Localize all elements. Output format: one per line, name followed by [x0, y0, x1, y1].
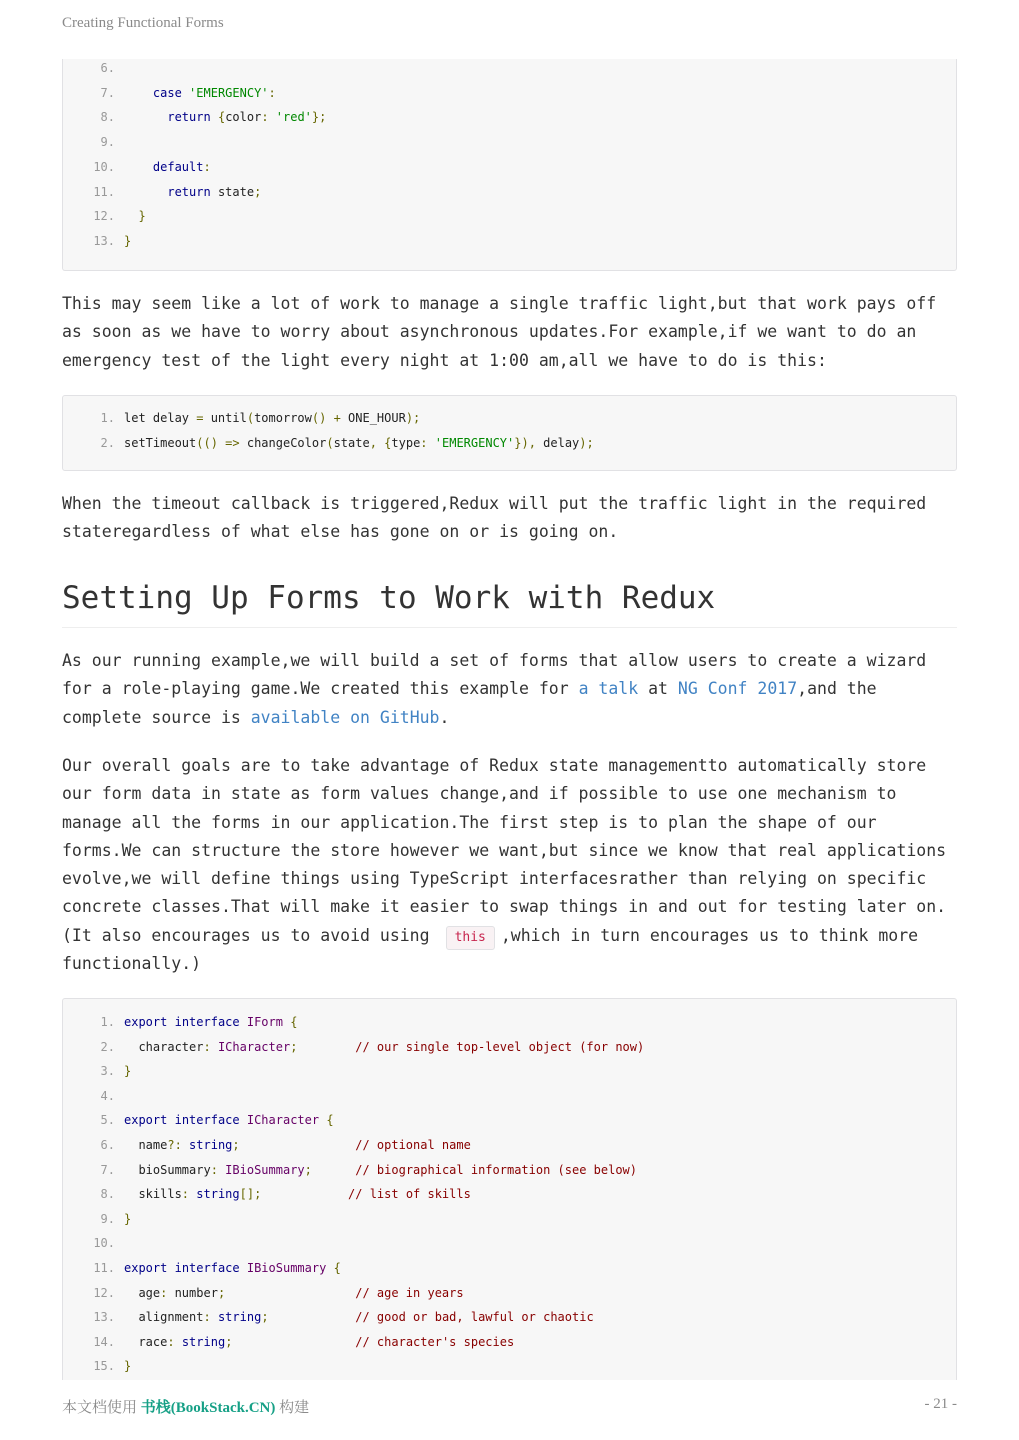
code-text: [124, 108, 326, 126]
line-number: 6.: [100, 61, 115, 75]
code-token: }: [124, 1359, 132, 1374]
code-token: +: [333, 411, 341, 425]
code-token: // our single top-level object (for now): [355, 1039, 645, 1054]
code-token: [428, 436, 435, 450]
code-token: {: [333, 1261, 341, 1275]
line-number: 9.: [100, 135, 115, 150]
line-number: 13.: [93, 1310, 115, 1325]
code-token: skills: [124, 1187, 182, 1202]
code-token: );: [405, 411, 421, 425]
code-token: age: [124, 1285, 161, 1300]
code-token: ;: [225, 1334, 233, 1349]
code-text: [124, 1038, 644, 1056]
code-token: state: [210, 184, 255, 199]
line-number: 11.: [93, 1261, 115, 1275]
code-token: ;: [217, 1285, 226, 1300]
code-text: [124, 434, 594, 452]
code-token: interface: [174, 1113, 240, 1128]
code-token: [269, 1310, 356, 1324]
code-token: {: [326, 1113, 334, 1128]
line-number: 9.: [100, 1211, 115, 1226]
code-token: }: [138, 209, 146, 224]
code-token: );: [579, 435, 594, 450]
code-token: :: [167, 1334, 175, 1349]
code-token: [175, 1335, 182, 1349]
line-number: 15.: [93, 1359, 115, 1374]
code-text: [124, 1013, 297, 1031]
code-token: ;: [254, 184, 262, 199]
code-token: :: [261, 110, 269, 125]
code-token: 'red': [275, 110, 312, 125]
code-token: // optional name: [355, 1138, 471, 1152]
code-token: }: [124, 1211, 132, 1226]
footer-credit: [62, 1396, 309, 1417]
footer-suffix: 构建: [275, 1400, 310, 1416]
paragraph-async-updates: This may seem like a lot of work to manage a single traffic light,but that work pays off as soon as we have to worry about asynchronous updates.For example,if we want to do an emergency test of the light every night at 1:00 am,all we have to do is this:: [62, 294, 937, 370]
code-token: string: [181, 1334, 226, 1349]
code-token: {: [290, 1015, 298, 1029]
inline-code-this: this: [446, 926, 495, 950]
code-token: (: [246, 411, 255, 425]
link-a-talk[interactable]: a talk: [578, 679, 639, 699]
code-text: [124, 183, 261, 201]
code-token: {: [217, 110, 226, 125]
code-text: [124, 1185, 471, 1203]
code-token: :: [420, 435, 428, 450]
code-text: [124, 232, 131, 250]
code-token: case: [152, 85, 182, 100]
code-token: string: [189, 1138, 233, 1152]
code-token: [240, 1138, 356, 1152]
code-token: export: [124, 1261, 168, 1275]
page-header-title: Creating Functional Forms: [62, 15, 224, 31]
code-text: [124, 1111, 334, 1129]
code-token: string: [217, 1310, 262, 1325]
code-token: interface: [174, 1015, 240, 1029]
code-token: ICharacter: [217, 1039, 291, 1054]
code-token: ((): [196, 435, 218, 450]
paragraph-overall-goals: [62, 752, 957, 978]
code-token: [182, 1138, 189, 1152]
code-token: };: [311, 110, 327, 125]
code-token: [167, 1261, 174, 1275]
code-token: string: [196, 1187, 240, 1202]
code-text: [124, 1333, 514, 1351]
code-token: }),: [514, 435, 536, 450]
code-token: ;: [232, 1138, 240, 1152]
code-token: [124, 86, 153, 100]
code-text: [124, 1161, 637, 1179]
line-number: 8.: [100, 1187, 115, 1202]
code-token: [269, 110, 276, 124]
line-number: 10.: [93, 1236, 115, 1251]
code-token: :: [181, 1187, 190, 1202]
code-text: [124, 1210, 131, 1228]
code-text: [124, 1259, 341, 1277]
code-token: alignment: [124, 1310, 204, 1325]
code-token: {: [384, 435, 392, 450]
line-number: 1.: [100, 1015, 115, 1029]
code-token: // character's species: [355, 1334, 515, 1349]
code-token: IBioSummary: [225, 1162, 305, 1177]
code-block-form-interfaces: [62, 998, 957, 1380]
paragraph-text: ,and the complete source is: [62, 679, 877, 727]
code-token: IForm: [246, 1015, 283, 1029]
code-token: [312, 1163, 355, 1177]
paragraph-text: Our overall goals are to take advantage of Redux state managementto automatically store our form data in state as form values change,and if possible to use one mechanism to manage all the forms in our application.The first step is to plan the shape of our forms.We can structure the store however we want,but since we know that real applications evolve,we will define things using TypeScript interfacesrather than relying on specific concrete classes.That will make it easier to swap things in and out for testing later on.(It also encourages us to avoid using: [62, 756, 947, 945]
code-token: let delay: [124, 411, 197, 425]
code-token: 'EMERGENCY': [434, 435, 515, 450]
heading-divider: [62, 627, 957, 628]
code-token: [232, 1335, 355, 1349]
code-token: [167, 1015, 174, 1029]
code-text: [124, 1308, 594, 1326]
code-token: ?:: [167, 1138, 182, 1152]
code-token: :: [203, 159, 211, 174]
line-number: 5.: [100, 1113, 115, 1128]
code-token: :: [268, 85, 276, 100]
line-number: 13.: [93, 233, 115, 248]
code-token: IBioSummary: [246, 1261, 327, 1275]
code-token: :: [160, 1285, 168, 1300]
code-token: }: [124, 233, 132, 248]
code-token: ,: [369, 435, 377, 450]
code-token: (: [326, 435, 334, 450]
code-token: :: [203, 1310, 211, 1325]
code-token: [240, 1015, 247, 1029]
code-token: ICharacter: [246, 1113, 320, 1128]
code-token: [124, 160, 153, 174]
code-token: delay: [535, 435, 580, 450]
code-token: 'EMERGENCY': [189, 85, 269, 100]
code-token: ;: [261, 1310, 269, 1325]
code-token: ;: [290, 1039, 298, 1054]
code-text: [124, 1357, 131, 1375]
code-token: default: [152, 159, 204, 174]
line-number: 11.: [93, 184, 115, 199]
code-token: [326, 411, 333, 425]
code-token: color: [225, 110, 262, 125]
code-token: race: [124, 1334, 168, 1349]
code-token: (): [311, 411, 327, 425]
page-number: - 21 -: [924, 1396, 957, 1412]
code-text: [124, 409, 420, 427]
code-token: // age in years: [355, 1285, 464, 1300]
section-heading: Setting Up Forms to Work with Redux: [62, 580, 716, 616]
line-number: 7.: [100, 1162, 115, 1177]
paragraph-text: ,which in turn encourages us to think more functionally.): [62, 925, 919, 974]
line-number: 8.: [100, 110, 115, 125]
code-token: setTimeout: [124, 435, 197, 450]
line-number: 2.: [100, 435, 115, 450]
code-token: type: [391, 435, 421, 450]
code-token: [124, 110, 167, 124]
code-token: number: [167, 1285, 218, 1300]
code-token: :: [203, 1039, 211, 1054]
code-token: [225, 1286, 355, 1300]
code-token: [];: [239, 1187, 262, 1202]
paragraph-running-example: [62, 647, 957, 732]
line-number: 6.: [100, 1138, 115, 1152]
code-token: changeColor: [239, 435, 327, 450]
code-block-traffic-light-reducer: [62, 59, 957, 271]
code-token: until: [203, 411, 247, 425]
paragraph-text: As our running example,we will build a set of forms that allow users to create a wizard for a role-playing game.We created this example for: [62, 651, 927, 699]
line-number: 12.: [93, 209, 115, 224]
paragraph-text: .: [439, 707, 450, 727]
code-token: tomorrow: [254, 411, 312, 425]
code-token: =>: [225, 435, 240, 450]
code-token: ONE_HOUR: [340, 411, 406, 425]
code-token: character: [124, 1039, 204, 1054]
code-token: ;: [304, 1162, 312, 1177]
code-token: [261, 1187, 348, 1201]
code-token: [297, 1040, 355, 1054]
line-number: 14.: [93, 1334, 115, 1349]
code-token: [211, 1040, 218, 1054]
code-token: [182, 86, 189, 100]
code-token: interface: [174, 1261, 240, 1275]
line-number: 4.: [100, 1088, 115, 1103]
code-token: [124, 209, 138, 223]
code-token: // good or bad, lawful or chaotic: [355, 1310, 594, 1325]
footer-prefix: 本文档使用: [62, 1400, 141, 1416]
paragraph-timeout-callback: When the timeout callback is triggered,Redux will put the traffic light in the required stateregardless of what else has gone on or is going on.: [62, 494, 927, 542]
line-number: 1.: [100, 411, 115, 425]
code-token: }: [124, 1064, 132, 1079]
code-token: [167, 1113, 174, 1127]
code-token: =: [196, 411, 204, 425]
line-number: 2.: [100, 1039, 115, 1054]
code-text: [124, 1062, 131, 1080]
code-token: return: [167, 184, 211, 199]
code-token: [240, 1113, 247, 1127]
paragraph-text: at: [638, 679, 678, 699]
code-token: name: [124, 1138, 168, 1152]
link-ng-conf-2017[interactable]: NG Conf 2017: [677, 679, 798, 699]
code-token: bioSummary: [124, 1162, 211, 1177]
code-text: [124, 207, 146, 225]
code-token: [326, 1261, 333, 1275]
line-number: 12.: [93, 1285, 115, 1300]
code-token: // biographical information (see below): [355, 1162, 638, 1177]
code-token: [211, 1310, 218, 1324]
line-number: 10.: [93, 159, 115, 174]
code-token: export: [124, 1015, 168, 1029]
code-text: [124, 84, 276, 102]
code-token: return: [167, 110, 211, 125]
code-token: :: [210, 1162, 218, 1177]
link-available-on-github[interactable]: available on GitHub: [250, 707, 440, 727]
line-number: 3.: [100, 1064, 115, 1079]
code-token: // list of skills: [348, 1187, 471, 1202]
code-token: state: [333, 435, 370, 450]
line-number: 7.: [100, 85, 115, 100]
code-text: [124, 1284, 464, 1302]
code-token: [240, 1261, 247, 1275]
code-token: export: [124, 1113, 168, 1128]
footer-brand-link[interactable]: 书栈(BookStack.CN): [140, 1400, 276, 1416]
code-token: [124, 185, 167, 199]
code-token: [211, 110, 218, 124]
code-block-emergency-timeout: [62, 395, 957, 471]
code-text: [124, 1136, 471, 1154]
code-text: [124, 158, 211, 176]
